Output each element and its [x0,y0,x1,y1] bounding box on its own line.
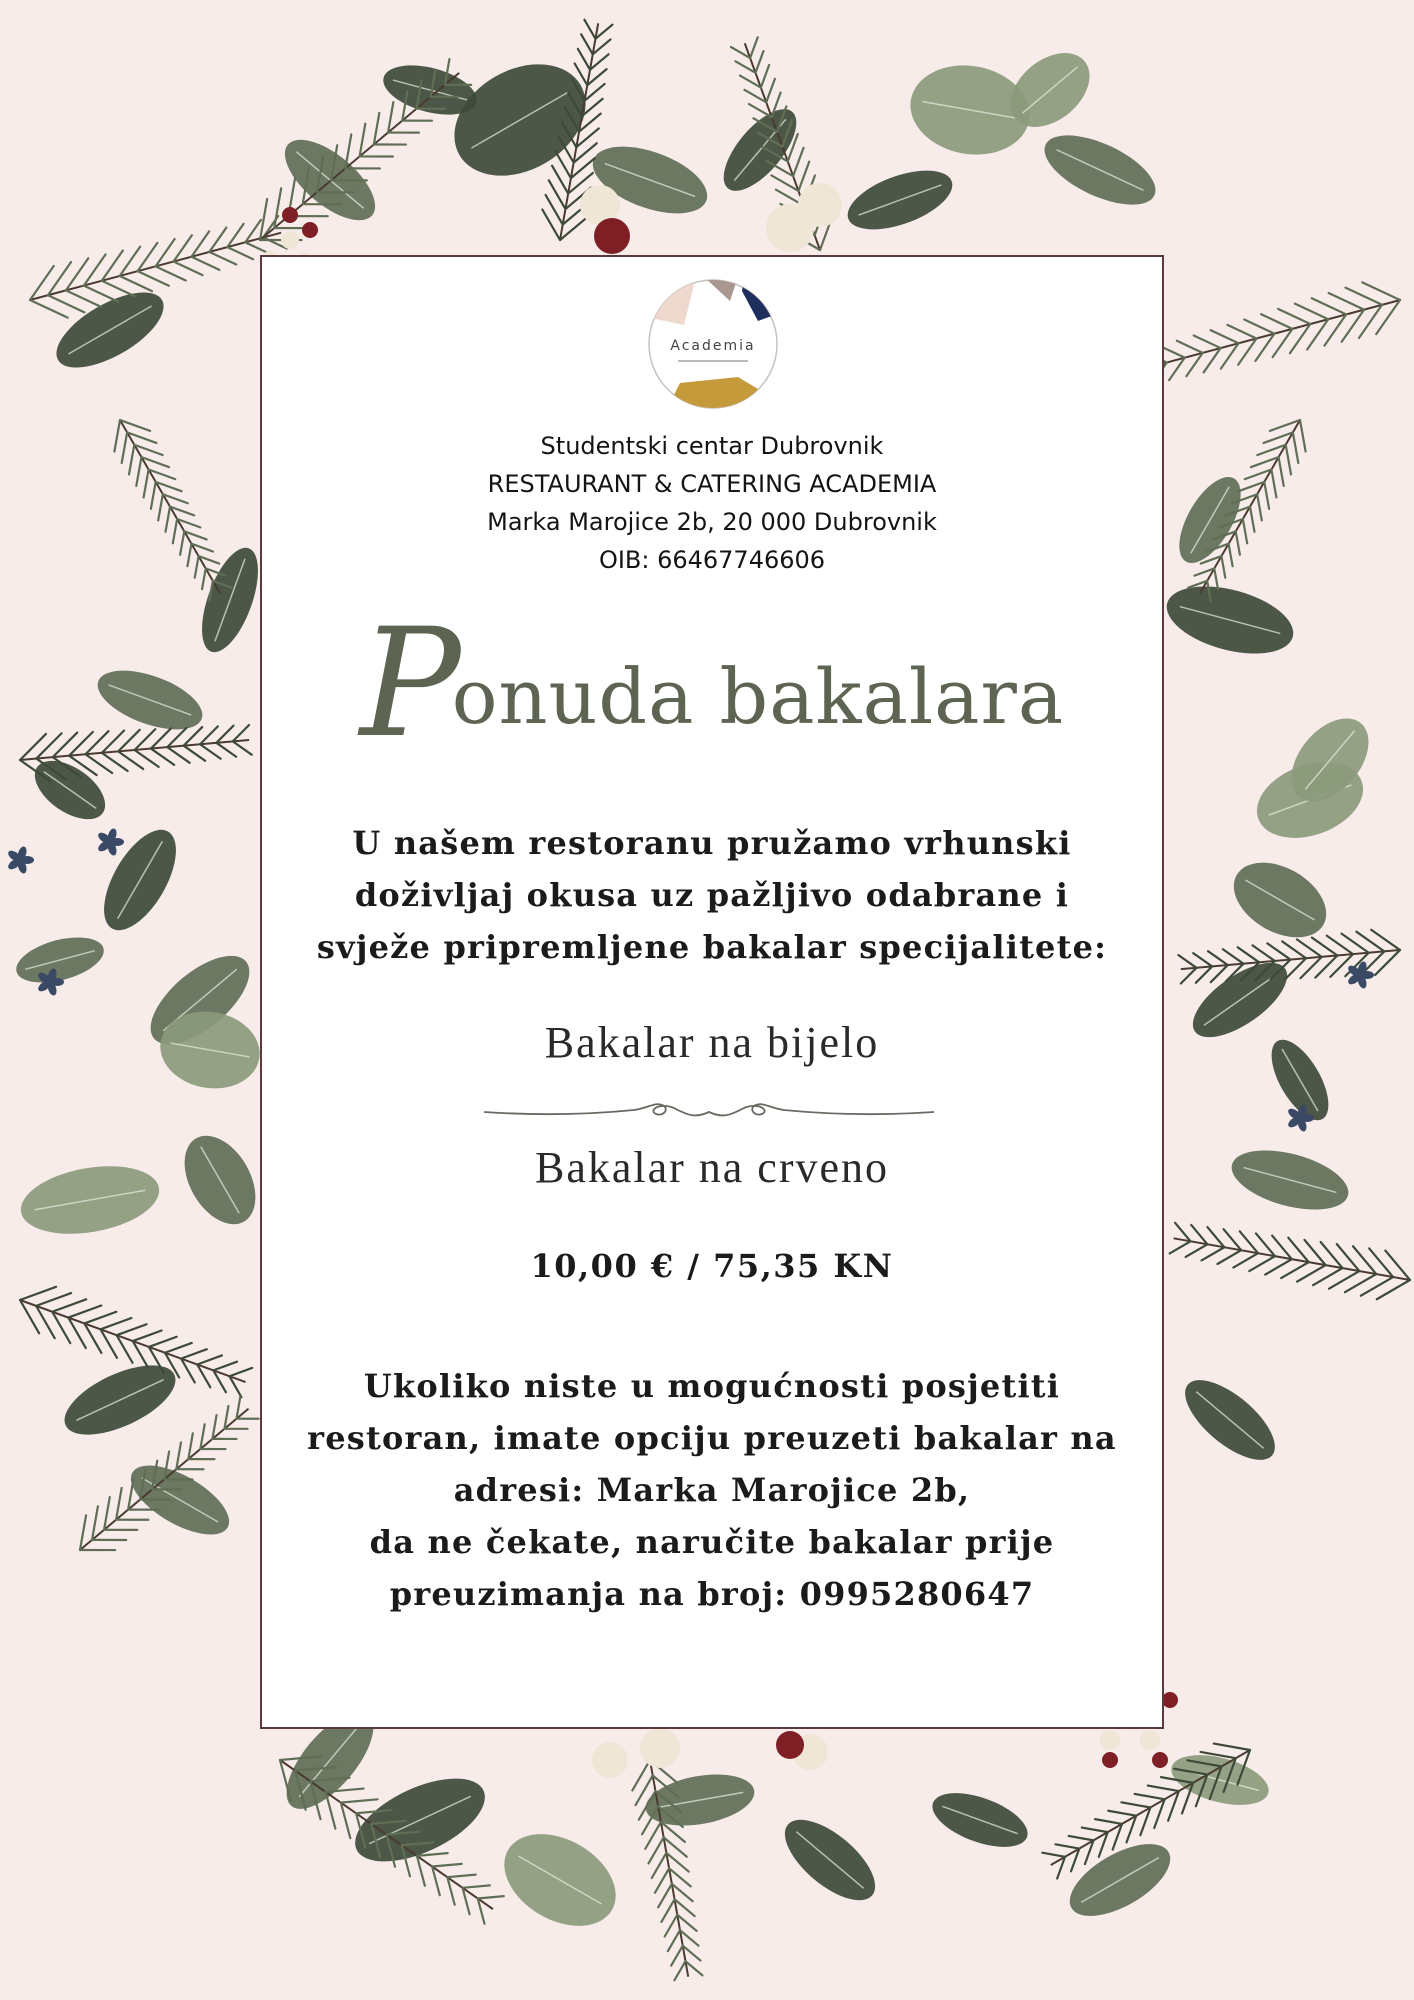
pine-needle [165,1343,192,1353]
pine-needle [1135,1794,1165,1799]
pine-needle [1312,298,1346,314]
pine-needle [1055,1844,1079,1848]
logo-text: Academia [670,338,756,354]
pine-needle [463,1885,490,1887]
pine-needle [36,733,61,758]
pine-needle [1261,314,1292,329]
berry-icon [281,231,299,249]
pine-needle [756,51,764,73]
pine-needle [209,252,236,265]
pine-needle [120,276,152,291]
pine-needle [1265,1259,1292,1274]
pine-needle [665,1915,678,1937]
pine-needle [1194,335,1221,348]
title-initial: P [359,597,462,771]
pine-needle [1295,304,1328,320]
berry-icon [282,207,298,223]
pine-needle [184,746,206,761]
pine-needle [1249,1256,1275,1271]
pine-needle [1300,420,1306,452]
berry-icon [592,1742,628,1778]
pine-needle [167,747,189,763]
pine-needle [227,247,253,259]
pine-needle [1238,947,1259,962]
pine-needle [233,741,252,754]
pine-needle [1236,531,1240,554]
pine-needle [1227,325,1256,339]
pine-needle [84,286,118,302]
pine-needle [1214,568,1218,589]
pine-needle [229,1368,252,1376]
pine-needle [180,531,184,554]
restaurant-header [262,427,1162,579]
pine-needle [1223,949,1244,963]
outro-line: adresi: Marka Marojice 2b, [453,1471,971,1509]
pine-needle [674,1961,685,1980]
pine-needle [1250,507,1254,532]
pine-needle [233,725,249,741]
pine-needle [1278,309,1310,324]
menu-item-crveno: Bakalar na crveno [534,1143,890,1192]
page-title [262,597,1162,771]
pine-needle [478,1896,504,1898]
pine-needle [1121,1802,1150,1807]
pine-needle [1214,1744,1250,1750]
pine-needle [200,744,221,759]
header-address: Marka Marojice 2b, 20 000 Dubrovnik [487,508,937,536]
outro-line: preuzimanja na broj: 0995280647 [389,1575,1035,1613]
pine-needle [793,148,803,176]
pine-needle [1330,954,1353,977]
pine-needle [1186,1244,1208,1257]
pine-needle [1221,556,1225,578]
pickup-info [262,1360,1162,1620]
pine-needle [1148,1786,1179,1792]
pine-needle [158,494,163,520]
header-institution: Studentski centar Dubrovnik [540,432,884,460]
pine-needle [151,749,174,765]
title-rest: onuda bakalara [451,652,1065,741]
outro-line: Ukoliko niste u mogućnosti posjetiti [363,1367,1061,1405]
pine-needle [133,1330,162,1341]
pine-needle [1108,1811,1136,1816]
pine-needle [117,1324,147,1335]
pine-needle [101,1318,132,1329]
pine-needle [1211,330,1239,343]
pine-needle [166,507,170,532]
pine-needle [1211,965,1228,982]
outro-line: restoran, imate opciju preuzeti bakalar na [307,1419,1117,1457]
pine-needle [20,734,46,760]
pine-needle [652,1853,667,1878]
pine-needle [66,290,102,307]
pine-needle [1253,945,1275,961]
pine-needle [1193,953,1212,966]
pine-needle [102,281,135,297]
pine-needle [1095,1819,1122,1824]
pine-needle [68,1306,101,1318]
pine-needle [1196,966,1212,982]
pine-needle [1264,482,1269,509]
intro-line: U našem restoranu pružamo vrhunski [352,824,1072,862]
pine-needle [671,1946,683,1966]
pine-needle [181,1349,207,1358]
pine-needle [655,1868,669,1892]
intro-line: doživljaj okusa uz pažljivo odabrane i [354,876,1070,914]
pine-needle [1281,1262,1309,1278]
pine-needle [432,1864,462,1867]
pine-needle [122,432,127,463]
pine-needle [1244,320,1274,334]
pine-needle [447,1875,475,1878]
pine-needle [216,726,233,743]
pine-needle [1208,951,1228,965]
pine-needle [173,519,177,543]
pine-needle [1229,544,1233,567]
berry-icon [594,218,630,254]
menu-card [260,255,1164,1729]
pine-needle [184,727,203,746]
berry-icon [798,183,842,227]
pine-needle [200,726,218,744]
pine-needle [750,37,758,58]
pine-needle [144,469,149,497]
berry-icon [776,1731,804,1759]
pine-needle [661,1899,674,1922]
berry-icon [302,222,318,238]
pine-needle [197,1355,222,1364]
berry-icon [640,1728,680,1768]
pine-needle [216,743,236,757]
pine-needle [1233,1253,1258,1267]
pine-needle [149,1337,177,1347]
pine-needle [1329,293,1365,310]
berry-icon [1152,1752,1168,1768]
header-restaurant-name: RESTAURANT & CATERING ACADEMIA [487,470,937,498]
pine-needle [191,257,219,270]
pine-needle [1217,1250,1241,1264]
pine-needle [1375,950,1400,975]
pine-needle [174,262,203,276]
pine-needle [36,1293,71,1306]
academia-logo [646,277,780,411]
pine-needle [1371,930,1400,950]
pine-needle [136,457,141,486]
pine-needle [1271,469,1276,497]
pine-needle [69,732,93,756]
pine-needle [114,420,120,452]
berry-icon [1140,1730,1160,1750]
pine-needle [1286,445,1291,475]
pine-needle [1293,432,1298,463]
pine-needle [581,34,593,54]
pine-needle [156,266,186,280]
pine-needle [1202,1247,1225,1260]
pine-needle [1177,341,1203,353]
ornamental-divider [484,1092,934,1132]
intro-line: svježe pripremljene bakalar specijalitete: [316,928,1108,966]
price: 10,00 € / 75,35 KN [530,1247,894,1285]
pine-needle [213,1362,237,1371]
pine-needle [52,1299,86,1311]
pine-needle [1170,1241,1191,1253]
pine-needle [129,445,134,475]
pine-needle [1082,1828,1108,1833]
berry-icon [1100,1730,1120,1750]
pine-needle [766,79,775,103]
pine-needle [187,544,191,567]
berry-icon [1102,1752,1118,1768]
pine-needle [195,556,199,578]
pine-needle [584,20,595,39]
pine-needle [53,733,77,758]
pine-needle [578,49,590,70]
pine-needle [1178,955,1196,968]
pine-needle [151,482,156,509]
pine-needle [202,568,206,589]
pine-needle [1181,968,1197,984]
header-oib: OIB: 66467746606 [598,546,826,574]
pine-needle [1257,494,1262,520]
pine-needle [1279,457,1284,486]
pine-needle [341,1799,378,1802]
pine-needle [1069,1836,1094,1840]
pine-needle [138,271,169,286]
pine-needle [761,65,769,88]
intro-text [262,817,1162,973]
pine-needle [1042,1853,1065,1857]
pine-needle [658,1884,672,1907]
menu-item-bijelo: Bakalar na bijelo [544,1018,880,1067]
berry-icon [1162,1692,1178,1708]
pine-needle [668,1930,680,1951]
pine-needle [20,1287,56,1300]
pine-needle [1356,932,1384,952]
pine-needle [84,1312,116,1324]
pine-needle [799,162,810,191]
outro-line: da ne čekate, naručite bakalar prije [369,1523,1055,1561]
pine-needle [1243,519,1247,543]
